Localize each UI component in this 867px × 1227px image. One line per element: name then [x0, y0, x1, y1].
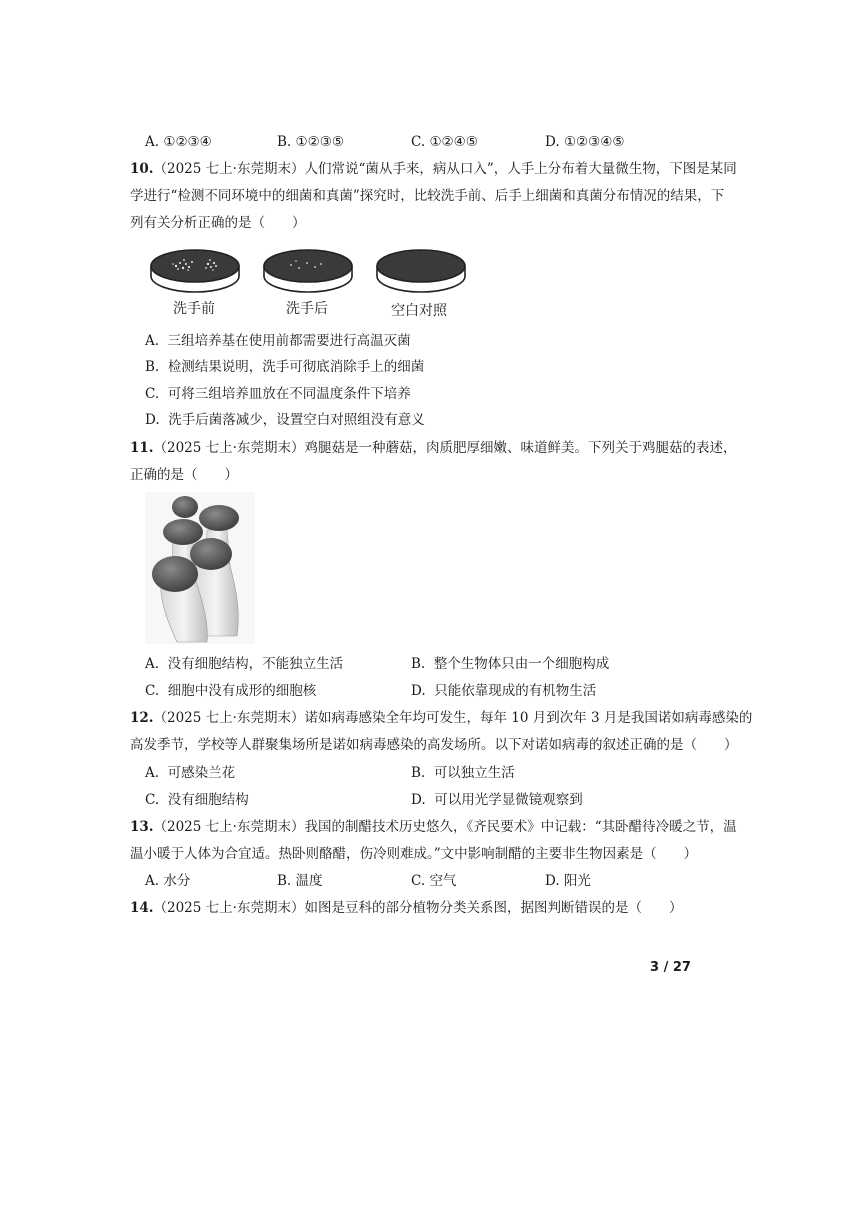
q10-stem-line-3: 列有关分析正确的是（ ）	[130, 215, 306, 231]
petri-dish-before-washing	[148, 244, 242, 294]
page-number: 3 / 27	[650, 960, 691, 975]
q11-option-d[interactable]: D. 只能依靠现成的有机物生活	[411, 683, 597, 699]
q9-option-a[interactable]: A. ①②③④	[145, 134, 212, 150]
q10-option-a[interactable]: A. 三组培养基在使用前都需要进行高温灭菌	[145, 333, 411, 349]
q11-stem-line-2: 正确的是（ ）	[130, 467, 238, 483]
q9-option-d[interactable]: D. ①②③④⑤	[545, 134, 625, 150]
q10-option-b[interactable]: B. 检测结果说明，洗手可彻底消除手上的细菌	[145, 359, 425, 375]
q13-option-b[interactable]: B. 温度	[277, 873, 323, 889]
q12-option-a[interactable]: A. 可感染兰花	[145, 765, 236, 781]
q11-option-c[interactable]: C. 细胞中没有成形的细胞核	[145, 683, 317, 699]
q12-stem-line-1: 12.（2025 七上·东莞期末）诺如病毒感染全年均可发生，每年 10 月到次年 3 月是我国诺如病毒感染的	[130, 710, 753, 726]
q13-option-d[interactable]: D. 阳光	[545, 873, 591, 889]
q11-stem-line-1: 11.（2025 七上·东莞期末）鸡腿菇是一种蘑菇，肉质肥厚细嫩、味道鲜美。下列关于鸡腿菇的表述，	[130, 440, 737, 456]
q9-option-c[interactable]: C. ①②④⑤	[411, 134, 478, 150]
q10-stem-line-1: 10.（2025 七上·东莞期末）人们常说“菌从手来，病从口入”，人手上分布着大量微生物，下图是某同	[130, 161, 737, 177]
q13-option-c[interactable]: C. 空气	[411, 873, 457, 889]
q10-option-d[interactable]: D. 洗手后菌落减少，设置空白对照组没有意义	[145, 412, 425, 428]
q14-stem-line-1: 14.（2025 七上·东莞期末）如图是豆科的部分植物分类关系图，据图判断错误的是（ ）	[130, 900, 683, 916]
q12-option-b[interactable]: B. 可以独立生活	[411, 765, 515, 781]
dish-label-control: 空白对照	[391, 303, 447, 319]
q13-option-a[interactable]: A. 水分	[145, 873, 191, 889]
petri-dish-blank-control	[374, 244, 468, 294]
q9-option-b[interactable]: B. ①②③⑤	[277, 134, 344, 150]
q12-option-d[interactable]: D. 可以用光学显微镜观察到	[411, 792, 583, 808]
q10-stem-line-2: 学进行“检测不同环境中的细菌和真菌”探究时，比较洗手前、后手上细菌和真菌分布情况的结果，下	[130, 188, 725, 204]
q11-option-a[interactable]: A. 没有细胞结构，不能独立生活	[145, 656, 344, 672]
q13-stem-line-2: 温小暖于人体为合宜适。热卧则酪醋，伤冷则难成。”文中影响制醋的主要非生物因素是（ ）	[130, 846, 698, 862]
dish-label-after: 洗手后	[286, 301, 328, 317]
q11-option-b[interactable]: B. 整个生物体只由一个细胞构成	[411, 656, 610, 672]
petri-dish-after-washing	[261, 244, 355, 294]
q12-stem-line-2: 高发季节，学校等人群聚集场所是诺如病毒感染的高发场所。以下对诺如病毒的叙述正确的是（ ）	[130, 737, 738, 753]
dish-label-before: 洗手前	[173, 301, 215, 317]
king-oyster-mushroom-image	[145, 492, 255, 644]
q13-stem-line-1: 13.（2025 七上·东莞期末）我国的制醋技术历史悠久，《齐民要术》中记载：“其卧醋待冷暖之节，温	[130, 819, 737, 835]
q10-option-c[interactable]: C. 可将三组培养皿放在不同温度条件下培养	[145, 386, 411, 402]
q12-option-c[interactable]: C. 没有细胞结构	[145, 792, 249, 808]
